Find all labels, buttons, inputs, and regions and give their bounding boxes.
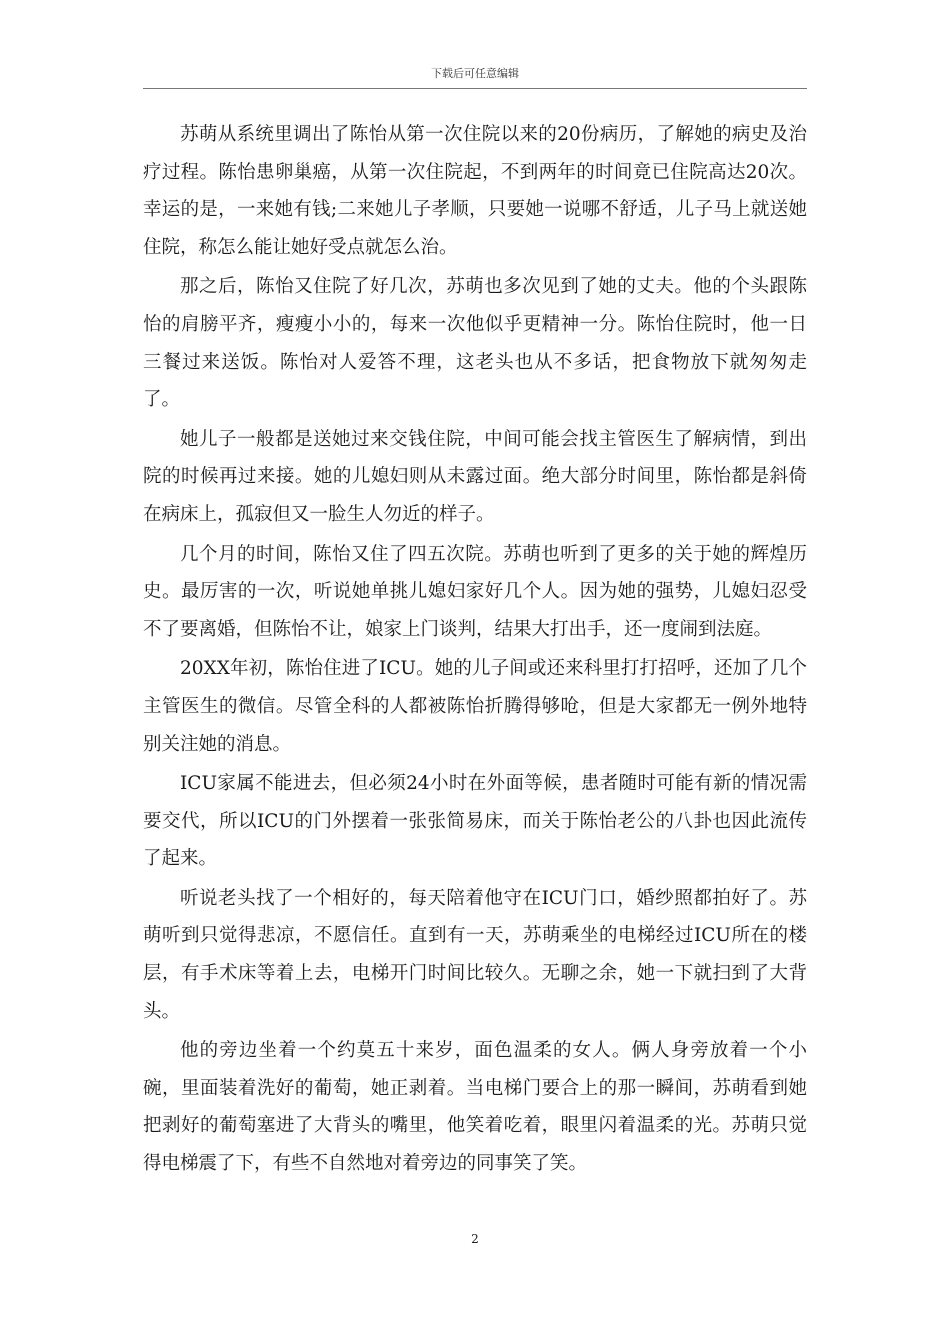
paragraph: 苏萌从系统里调出了陈怡从第一次住院以来的20份病历，了解她的病史及治疗过程。陈怡患卵巢癌，从第一次住院起，不到两年的时间竟已住院高达20次。幸运的是，一来她有钱;二来她儿子孝顺，只要她一说哪不舒适，儿子马上就送她住院，称怎么能让她好受点就怎么治。 (143, 124, 807, 258)
paragraph: 听说老头找了一个相好的，每天陪着他守在ICU门口，婚纱照都拍好了。苏萌听到只觉得悲凉，不愿信任。直到有一天，苏萌乘坐的电梯经过ICU所在的楼层，有手术床等着上去，电梯开门时间比较久。无聊之余，她一下就扫到了大背头。 (143, 887, 807, 1022)
header-divider (143, 88, 807, 89)
paragraph: 她儿子一般都是送她过来交钱住院，中间可能会找主管医生了解病情，到出院的时候再过来接。她的儿媳妇则从未露过面。绝大部分时间里，陈怡都是斜倚在病床上，孤寂但又一脸生人勿近的样子。 (143, 428, 807, 525)
paragraph: 他的旁边坐着一个约莫五十来岁，面色温柔的女人。俩人身旁放着一个小碗，里面装着洗好的葡萄，她正剥着。当电梯门要合上的那一瞬间，苏萌看到她把剥好的葡萄塞进了大背头的嘴里，他笑着吃着，眼里闪着温柔的光。苏萌只觉得电梯震了下，有些不自然地对着旁边的同事笑了笑。 (143, 1040, 807, 1175)
paragraph: 那之后，陈怡又住院了好几次，苏萌也多次见到了她的丈夫。他的个头跟陈怡的肩膀平齐，瘦瘦小小的，每来一次他似乎更精神一分。陈怡住院时，他一日三餐过来送饭。陈怡对人爱答不理，这老头也从不多话，把食物放下就匆匆走了。 (143, 276, 807, 411)
page-header: 下载后可任意编辑 (431, 67, 519, 80)
body-text (143, 116, 807, 1185)
paragraph: 20XX年初，陈怡住进了ICU。她的儿子间或还来科里打打招呼，还加了几个主管医生的微信。尽管全科的人都被陈怡折腾得够呛，但是大家都无一例外地特别关注她的消息。 (143, 658, 807, 755)
paragraph: ICU家属不能进去，但必须24小时在外面等候，患者随时可能有新的情况需要交代，所以ICU的门外摆着一张张简易床，而关于陈怡老公的八卦也因此流传了起来。 (143, 773, 807, 870)
paragraph: 几个月的时间，陈怡又住了四五次院。苏萌也听到了更多的关于她的辉煌历史。最厉害的一次，听说她单挑儿媳妇家好几个人。因为她的强势，儿媳妇忍受不了要离婚，但陈怡不让，娘家上门谈判，结果大打出手，还一度闹到法庭。 (143, 543, 807, 640)
page-number: 2 (471, 1232, 479, 1246)
